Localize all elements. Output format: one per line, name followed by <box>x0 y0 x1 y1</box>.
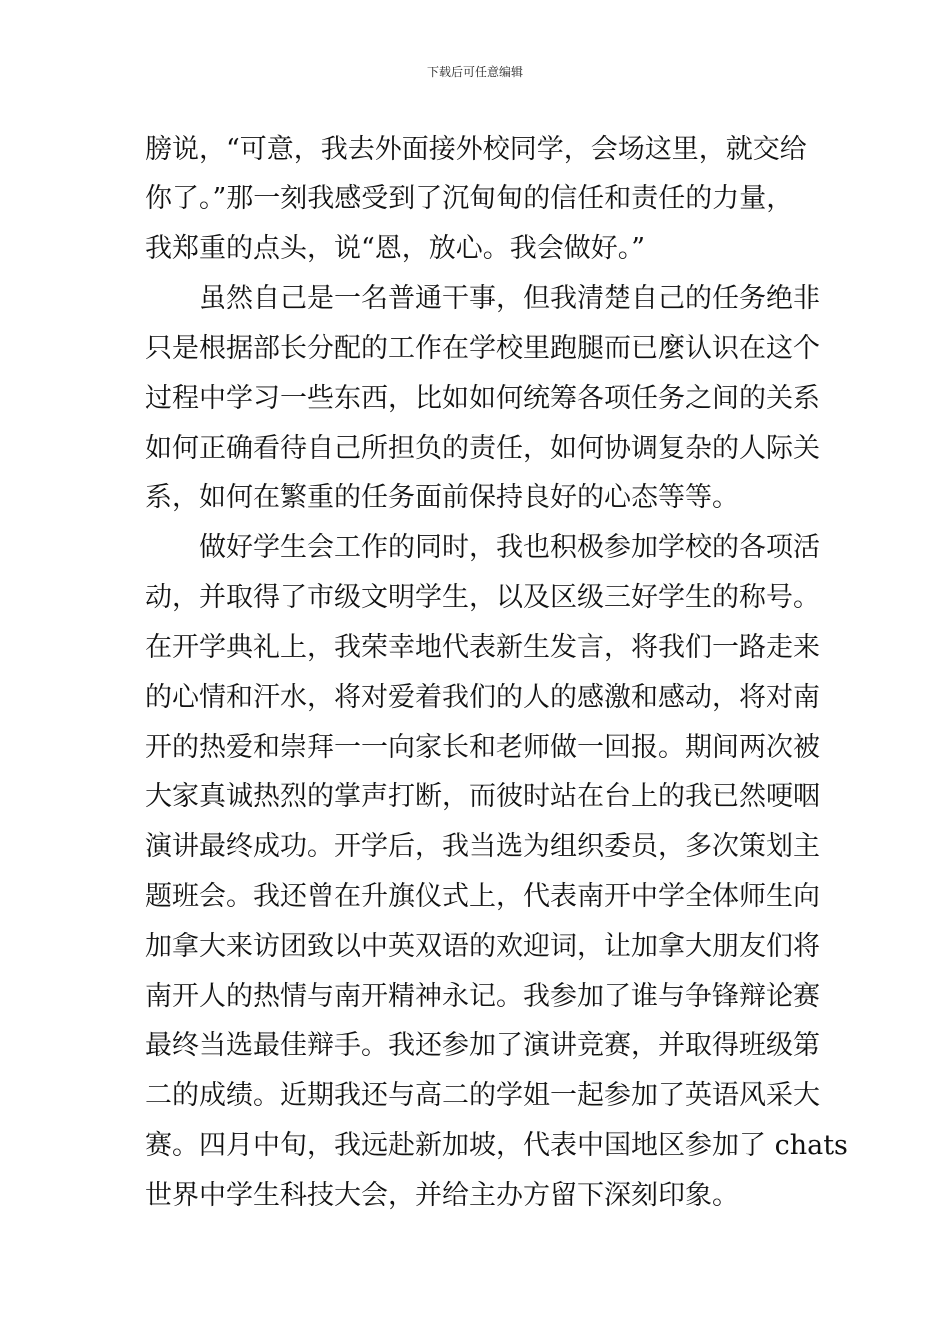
text-line: 演讲最终成功。开学后，我当选为组织委员，多次策划主 <box>145 831 820 862</box>
text-line: 过程中学习一些东西，比如如何统筹各项任务之间的关系 <box>145 383 820 414</box>
text-line: 虽然自己是一名普通干事，但我清楚自己的任务绝非 <box>145 283 820 314</box>
text-line: 你了。”那一刻我感受到了沉甸甸的信任和责任的力量， <box>145 183 794 214</box>
text-line: 的心情和汗水，将对爱着我们的人的感激和感动，将对南 <box>145 682 820 713</box>
text-line: 动，并取得了市级文明学生，以及区级三好学生的称号。 <box>145 582 820 613</box>
text-line: 开的热爱和崇拜一一向家长和老师做一回报。期间两次被 <box>145 732 820 763</box>
text-line: 在开学典礼上，我荣幸地代表新生发言，将我们一路走来 <box>145 632 820 663</box>
text-line: 赛。四月中旬，我远赴新加坡，代表中国地区参加了 chats <box>145 1130 848 1161</box>
text-line: 加拿大来访团致以中英双语的欢迎词，让加拿大朋友们将 <box>145 931 820 962</box>
text-line: 系，如何在繁重的任务面前保持良好的心态等等。 <box>145 482 739 513</box>
text-line: 世界中学生科技大会，并给主办方留下深刻印象。 <box>145 1180 739 1211</box>
text-line: 最终当选最佳辩手。我还参加了演讲竞赛，并取得班级第 <box>145 1030 820 1061</box>
text-line: 如何正确看待自己所担负的责任，如何协调复杂的人际关 <box>145 433 820 464</box>
text-line: 我郑重的点头，说“恩，放心。我会做好。” <box>145 233 646 264</box>
text-line: 题班会。我还曾在升旗仪式上，代表南开中学全体师生向 <box>145 881 820 912</box>
text-line: 做好学生会工作的同时，我也积极参加学校的各项活 <box>145 532 820 563</box>
text-line: 只是根据部长分配的工作在学校里跑腿而已麼认识在这个 <box>145 333 820 364</box>
text-line: 大家真诚热烈的掌声打断，而彼时站在台上的我已然哽咽 <box>145 781 820 812</box>
text-line: 二的成绩。近期我还与高二的学姐一起参加了英语风采大 <box>145 1080 820 1111</box>
text-line: 南开人的热情与南开精神永记。我参加了谁与争锋辩论赛 <box>145 981 820 1012</box>
text-line: 膀说，“可意，我去外面接外校同学，会场这里，就交给 <box>145 134 807 165</box>
page-header: 下载后可任意编辑 <box>426 65 523 79</box>
